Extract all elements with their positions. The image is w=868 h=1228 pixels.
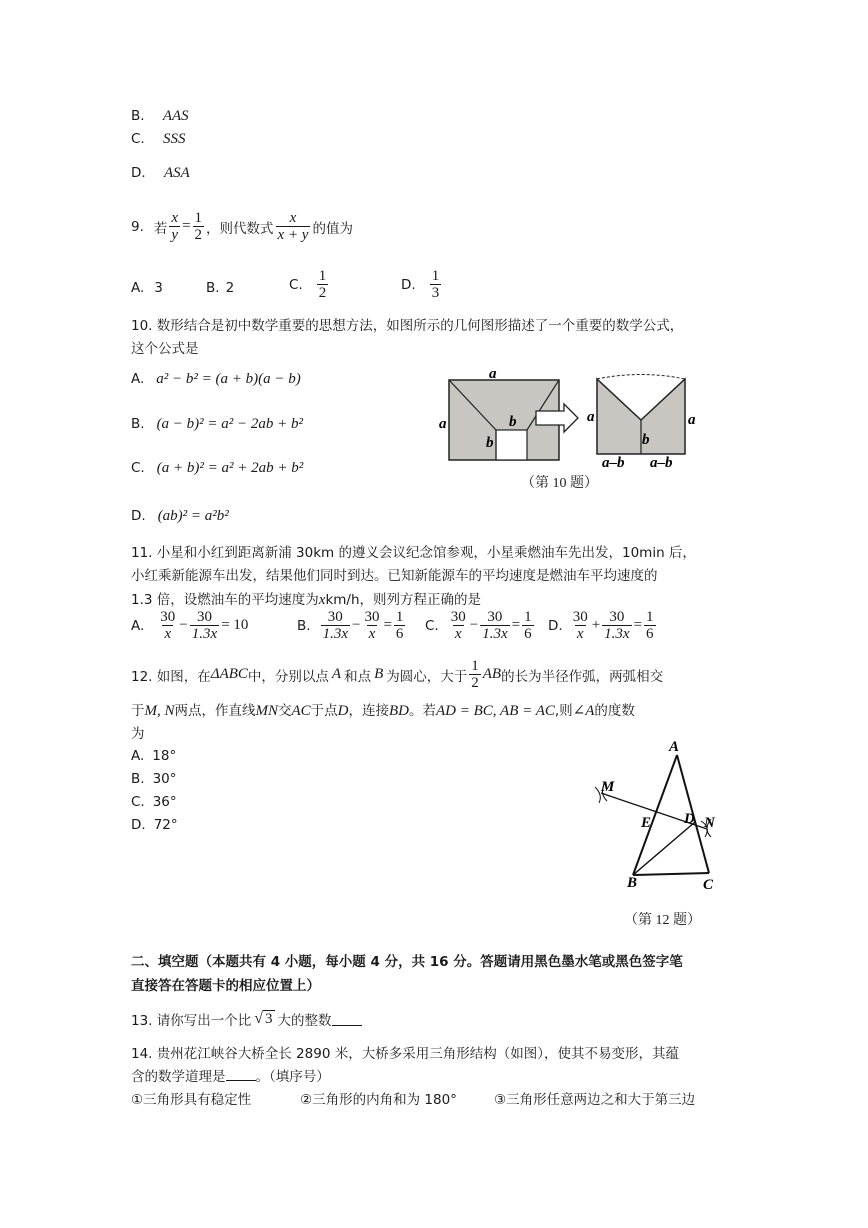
denominator: x + y: [277, 227, 309, 243]
math: MN: [255, 703, 278, 719]
fraction: [190, 609, 219, 642]
section-2-heading-line-2: 直接答在答题卡的相应位置上）: [131, 978, 320, 994]
q12-option-d: [131, 817, 178, 833]
denominator: x: [368, 626, 376, 642]
label-e: E: [641, 815, 652, 831]
denominator: 2: [471, 675, 479, 691]
q10-option-d: [131, 508, 229, 525]
stem-text: 。（填序号）: [255, 1069, 330, 1085]
math: ΔABC: [210, 666, 248, 682]
q13: [131, 1009, 362, 1029]
stem-text: 若: [153, 220, 168, 237]
label-a: a: [587, 409, 595, 425]
fraction: [571, 609, 590, 642]
numerator: 30: [196, 609, 212, 625]
math: B: [374, 666, 384, 682]
label-c: C: [703, 877, 714, 893]
option-label: B.: [131, 771, 145, 787]
label-a-minus-b: a–b: [650, 455, 673, 471]
label-b: B: [627, 875, 638, 891]
math: AB: [482, 666, 502, 682]
math: AC: [291, 703, 311, 719]
option-text: SSS: [163, 131, 186, 147]
q9-stem: [131, 210, 353, 243]
radicand: 3: [265, 1011, 273, 1027]
q12-figure-caption: （第 12 题）: [624, 913, 701, 928]
option-formula: (ab)² = a²b²: [157, 508, 229, 524]
condition-fraction: [169, 210, 180, 243]
q12-option-c: [131, 794, 177, 810]
stem-text: 。若: [409, 703, 437, 719]
operator: −: [179, 617, 188, 633]
fraction: [469, 658, 481, 691]
q10-option-b: [131, 416, 303, 433]
q12-figure: [585, 735, 735, 895]
q11-option-b: [297, 609, 407, 642]
option-label: C.: [131, 131, 145, 147]
operator: −: [351, 617, 361, 633]
equals: =: [383, 617, 392, 633]
option-label: B.: [297, 617, 311, 634]
label-a-minus-b: a–b: [602, 455, 625, 471]
label-b: b: [486, 435, 494, 451]
fraction: [321, 609, 350, 642]
option-label: B.: [131, 416, 145, 432]
option-label: C.: [289, 276, 303, 293]
option-fraction: [430, 268, 442, 301]
q9-option-b: [206, 280, 234, 296]
stem-text: 中，分别以点: [247, 668, 329, 685]
option-label: D.: [131, 165, 146, 181]
option-label: A.: [131, 280, 145, 296]
option-text: AAS: [162, 108, 189, 124]
q11-line-2: 小红乘新能源车出发，结果他们同时到达。已知新能源车的平均速度是燃油车平均速度的: [131, 568, 658, 584]
math: AD = BC, AB = AC: [436, 703, 555, 719]
numerator: 1: [431, 268, 440, 284]
sqrt: [254, 1010, 274, 1028]
q14-choice-1: ①三角形具有稳定性: [131, 1092, 252, 1108]
numerator: 30: [572, 609, 588, 625]
equals: = 10: [221, 617, 249, 633]
option-label: B.: [131, 108, 145, 124]
q9-option-a: [131, 280, 163, 296]
numerator: 1: [471, 658, 479, 674]
equals: =: [182, 218, 191, 234]
stem-text: 的值为: [312, 220, 353, 237]
denominator: 1.3x: [482, 626, 508, 642]
stem-text: ，则代数式: [206, 220, 274, 237]
q10-option-a: [131, 371, 301, 388]
option-text: 18°: [152, 748, 177, 764]
option-label: A.: [131, 748, 145, 764]
numerator: 1: [194, 210, 203, 226]
denominator: 6: [395, 626, 404, 642]
expression-fraction: [276, 210, 311, 243]
option-text: 2: [225, 280, 235, 296]
stem-text: 于点: [310, 703, 338, 719]
option-label: A.: [131, 617, 145, 634]
stem-text: 大的整数: [277, 1013, 332, 1029]
option-text: 36°: [152, 794, 177, 810]
q10-figure: [430, 366, 710, 472]
denominator: y: [171, 227, 179, 243]
radical-sign: √: [254, 1010, 264, 1027]
question-number: 9.: [131, 218, 144, 235]
math: BD: [389, 703, 410, 719]
option-label: A.: [131, 371, 145, 387]
stem-text: ，连接: [348, 703, 390, 719]
option-formula: (a − b)² = a² − 2ab + b²: [156, 416, 304, 432]
numerator: 30: [487, 609, 503, 625]
option-text: ASA: [163, 165, 190, 181]
q9-option-c: [289, 268, 330, 301]
stem-text: 于: [131, 703, 145, 719]
option-text: 3: [154, 280, 163, 296]
q11-option-d: [548, 609, 658, 642]
denominator: 1.3x: [322, 626, 348, 642]
fraction: [449, 609, 468, 642]
q14-choice-2: ②三角形的内角和为 180°: [300, 1092, 457, 1108]
numerator: 1: [318, 268, 327, 284]
small-square: [496, 430, 527, 460]
denominator: 6: [646, 626, 654, 642]
variable: x: [318, 592, 326, 608]
denominator: 3: [431, 285, 440, 301]
math: ∠A: [572, 703, 595, 719]
operator: +: [591, 617, 601, 633]
equals: =: [633, 617, 643, 633]
section-2-heading-line-1: 二、填空题（本题共有 4 小题，每小题 4 分，共 16 分。答题请用黑色墨水笔或黑色签字笔: [131, 954, 683, 970]
option-formula: a² − b² = (a + b)(a − b): [156, 371, 301, 387]
label-a: a: [489, 366, 497, 382]
q12-option-a: [131, 748, 176, 764]
numerator: 30: [160, 609, 176, 625]
q14-line-2: [131, 1065, 330, 1085]
numerator: 1: [646, 609, 654, 625]
stem-text: 13. 请你写出一个比: [131, 1013, 252, 1029]
q9-option-d: [401, 268, 443, 301]
q12-line-3: 为: [131, 726, 145, 742]
denominator: x: [164, 626, 172, 642]
option-label: D.: [131, 817, 146, 833]
label-a: A: [669, 739, 680, 755]
denominator: x: [454, 626, 462, 642]
q10-line-1: 10. 数形结合是初中数学重要的思想方法，如图所示的几何图形描述了一个重要的数学公式，: [131, 318, 684, 334]
numerator: x: [171, 210, 179, 226]
option-fraction: [317, 268, 329, 301]
math: M, N: [144, 703, 175, 719]
denominator: 2: [318, 285, 327, 301]
q8-option-c: [131, 131, 186, 148]
label-a: a: [439, 416, 447, 432]
q8-option-b: [131, 108, 189, 125]
q10-figure-caption: （第 10 题）: [521, 476, 598, 491]
option-text: 30°: [152, 771, 177, 787]
option-text: 72°: [153, 817, 178, 833]
numerator: 30: [364, 609, 380, 625]
option-formula: (a + b)² = a² + 2ab + b²: [156, 460, 304, 476]
stem-text: km/h，则列方程正确的是: [325, 592, 482, 608]
side-bc: [633, 873, 709, 875]
answer-blank[interactable]: [226, 1068, 256, 1081]
fraction: [480, 609, 509, 642]
fraction: [158, 609, 177, 642]
label-m: M: [601, 779, 615, 795]
math: A: [331, 666, 342, 682]
dashed-arc: [597, 375, 685, 380]
denominator: 2: [194, 227, 203, 243]
option-label: D.: [548, 617, 563, 634]
fraction: [394, 609, 406, 642]
label-b: b: [642, 432, 650, 448]
option-label: C.: [425, 617, 439, 634]
q10-line-2: 这个公式是: [131, 341, 199, 357]
stem-text: ,则: [554, 703, 573, 719]
stem-text: 和点: [344, 668, 372, 685]
fraction: [602, 609, 631, 642]
numerator: 30: [327, 609, 343, 625]
numerator: 1: [524, 609, 532, 625]
operator: −: [469, 617, 479, 633]
option-label: C.: [131, 460, 145, 476]
math: D: [337, 703, 349, 719]
stem-text: 的长为半径作弧，两弧相交: [501, 668, 664, 685]
ratio-fraction: [193, 210, 205, 243]
option-label: B.: [206, 280, 220, 296]
stem-text: 交: [278, 703, 292, 719]
q10-option-c: [131, 460, 303, 477]
option-label: C.: [131, 794, 145, 810]
equals: =: [511, 617, 521, 633]
q14-line-1: 14. 贵州花江峡谷大桥全长 2890 米，大桥多采用三角形结构（如图），使其不易变形，其蕴: [131, 1046, 679, 1062]
q8-option-d: [131, 165, 190, 182]
fraction: [644, 609, 656, 642]
q12-line-2: [131, 699, 635, 720]
denominator: x: [576, 626, 584, 642]
q11-line-1: 11. 小星和小红到距离新浦 30km 的遵义会议纪念馆参观，小星乘燃油车先出发，10min 后，: [131, 545, 696, 561]
label-n: N: [704, 815, 715, 831]
fraction: [522, 609, 534, 642]
option-label: D.: [401, 276, 416, 293]
denominator: 6: [524, 626, 532, 642]
denominator: 1.3x: [604, 626, 630, 642]
q11-line-3: [131, 588, 481, 609]
stem-text: 1.3 倍，设燃油车的平均速度为: [131, 592, 319, 608]
numerator: x: [289, 210, 297, 226]
label-d: D: [684, 811, 695, 827]
stem-text: 为圆心，大于: [386, 668, 468, 685]
q11-option-a: [131, 609, 248, 642]
stem-text: 12. 如图，在: [131, 668, 211, 685]
numerator: 1: [395, 609, 404, 625]
label-a: a: [688, 412, 696, 428]
numerator: 30: [609, 609, 625, 625]
denominator: 1.3x: [191, 626, 218, 642]
fraction: [362, 609, 381, 642]
stem-text: 含的数学道理是: [131, 1069, 226, 1085]
answer-blank[interactable]: [332, 1013, 362, 1026]
option-label: D.: [131, 508, 146, 524]
q14-choice-3: ③三角形任意两边之和大于第三边: [494, 1092, 696, 1108]
label-b: b: [509, 414, 517, 430]
q11-option-c: [425, 609, 536, 642]
numerator: 30: [450, 609, 466, 625]
stem-text: 的度数: [594, 703, 635, 719]
q12-line-1: [131, 658, 663, 691]
stem-text: 两点，作直线: [174, 703, 256, 719]
arc-mark: [595, 787, 600, 803]
q12-option-b: [131, 771, 177, 787]
